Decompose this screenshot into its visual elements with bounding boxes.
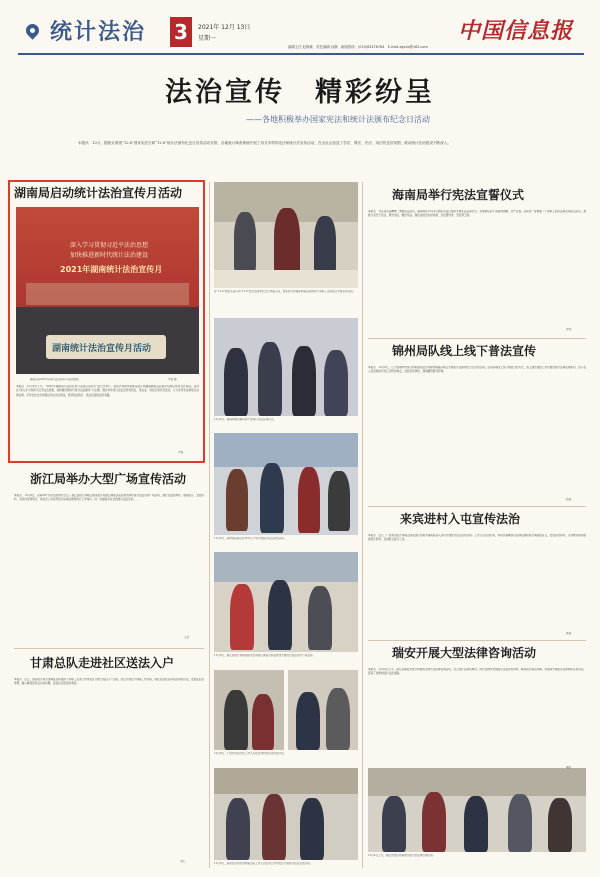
masthead-rule (18, 53, 584, 55)
article-hunan-title: 湖南局启动统计法治宣传月活动 (14, 186, 183, 200)
article-zhejiang-byline: 王浩 (184, 636, 190, 639)
article-hunan-body: 本报讯 12月6日下午，“2021年湖南统计法治宣传月活动启动仪式”在长沙举行，省统计局领导和国家统计局湖南调查总队领导出席启动仪式并讲话。活动以“深入学习贯彻习近平法治思想，加快推进新时代统计法治建设”为主题，通过举办统计法治宣传进机关、进企业、进社区等系列活动，大力宣传宪法和统计法律法规，引导全社会自觉尊法学法守法用法，营造依法统计、依法治统的良好氛围。 (16, 385, 199, 397)
article-hainan-body: 本报讯 为弘扬宪法精神，增强宪法意识，海南局在12月4日国家宪法日组织开展宪法宣誓仪式。全体新任职干部面向国旗，庄严宣誓。活动进一步增强了干部职工的宪法观念和法治意识，激励大家忠于宪法、遵守宪法、维护宪法，做宪法的忠实崇尚者、自觉遵守者、坚定捍卫者。 (368, 210, 586, 218)
article-jinzhou-body: 本报讯 12月8日，辽宁省锦州市统计局和国家统计局锦州调查队联合开展统计法颁布纪念日宣传活动。活动采取线上线下相结合的方式，线上通过微信公众号推送统计法律法规知识，线下在人员密集场所设立宣传咨询点，发放宣传资料，现场解答群众咨询。 (368, 366, 586, 374)
caption-hubei: 在“12·4”国家宪法日和“12·8”统计法颁布纪念日来临之际，国家统计局湖北调查总队组织干部职工走进社区开展宣传活动。 (214, 290, 356, 293)
intro-paragraph: 本报讯 12月，据统计系统“12·4”国家宪法日和“12·8”统计法颁布纪念日宣传活动安排，各地统计调查系统开展了形式多样的宪法和统计法宣传活动，在全社会营造了学法、尊法、守法、用法的良好氛围，推动统计法治建设不断深入。 (78, 141, 451, 145)
photo-hubei-community (214, 182, 358, 288)
staff-line: 编辑主任 赵海斌 责任编辑 孙静 新闻热线：(010)63376784 E-mail:zgxxb@163.com (288, 45, 428, 49)
caption-zhejiang: 12月8日，浙江省统计局和国家统计局浙江调查总队在杭州开展统计法治宣传广场活动。 (214, 654, 315, 657)
article-hunan-photo (16, 207, 199, 374)
article-laibin-byline: 黄丽 (566, 632, 572, 635)
article-laibin-title: 来宾进村入屯宣传法治 (400, 512, 521, 526)
banner-line-2: 加快推进新时代统计法治建设 (70, 252, 149, 259)
article-zhejiang-title: 浙江局举办大型广场宣传活动 (30, 472, 187, 486)
article-hainan-byline: 符明 (566, 328, 572, 331)
section-divider (368, 338, 586, 339)
banner-line-3: 2021年湖南统计法治宣传月 (60, 265, 163, 274)
article-ruian-body: 本报讯 12月4日上午，浙江省瑞安市统计局参加当地大型法律咨询活动，设立统计法律咨询台，向过往群众发放统计法治宣传资料，解答统计相关问题，并现场开展统计法律知识有奖问答，营造了浓厚的统计法治氛围。 (368, 668, 586, 676)
issue-date: 2021年 12月 13日 (198, 24, 251, 31)
section-divider (14, 648, 204, 649)
photo-ruian (368, 768, 586, 852)
article-gansu-body: 本报讯 近日，国家统计局甘肃调查总队组织干部职工走进兰州市社区开展“送法入户”活动，结合开展住户调查工作实际，向社区居民宣讲宪法和统计法，发放法治宣传册，耐心解答居民关心的问题，受到社区居民的欢迎。 (14, 678, 204, 686)
caption-jinzhou: 12月8日，锦州局队联合在市中心广场开展统计法治宣传活动。 (214, 537, 287, 540)
photo-gansu-community (214, 768, 358, 860)
brand-logo: 中国信息报 (458, 18, 574, 44)
banner-line-1: 深入学习贯彻习近平法治思想 (70, 242, 149, 249)
banner-bottom-text: 湖南统计法治宣传月活动 (52, 344, 152, 354)
issue-weekday: 星期一 (198, 35, 217, 42)
page-number: 3 (174, 20, 188, 44)
article-hunan-photo-credit: 罗蕾 摄 (168, 378, 177, 381)
caption-ruian: 12月4日上午，瑞安市统计局参加当地大型法律咨询活动。 (368, 854, 436, 857)
photo-jinzhou (214, 433, 358, 535)
masthead (0, 0, 600, 62)
article-gansu-byline: 刘玉 (180, 860, 186, 863)
main-headline: 法治宣传 精彩纷呈 (165, 77, 435, 108)
photo-hainan-oath (214, 318, 358, 416)
article-jinzhou-title: 锦州局队线上线下普法宣传 (392, 344, 537, 358)
article-hunan-caption: 湖南启动2021年统计法治宣传月活动现场。 (30, 378, 81, 381)
caption-laibin: 12月8日，广西来宾统计局工作人员在农村向村民宣传统计法。 (214, 752, 287, 755)
column-divider (209, 182, 210, 868)
photo-zhejiang-square (214, 552, 358, 652)
article-ruian-title: 瑞安开展大型法律咨询活动 (392, 646, 537, 660)
article-laibin-body: 本报讯 近日，广西来宾统计局联合国家统计局来宾调查队深入乡村开展统计法治宣传活动。工作人员走进村屯，向村民讲解统计法律法规和统计调查的意义，发放宣传资料，引导群众如实提供统计资料，支持配合统计工作。 (368, 534, 586, 542)
caption-hainan: 12月4日，海南局组织新任职干部进行宪法宣誓仪式。 (214, 418, 277, 421)
article-ruian-byline: 瑞统 (566, 766, 572, 769)
caption-gansu: 12月6日，国家统计局甘肃调查总队工作人员走进兰州市社区开展统计法治宣传活动。 (214, 862, 313, 865)
article-jinzhou-byline: 赵丽 (566, 498, 572, 501)
photo-laibin (214, 670, 284, 750)
article-hunan-byline: 罗蕾 (178, 451, 184, 454)
section-title: 统计法治 (50, 20, 147, 45)
photo-gansu (288, 670, 358, 750)
column-divider (362, 182, 363, 868)
page-number-badge (170, 17, 192, 47)
article-zhejiang-body: 本报讯 12月8日，是第38个统计法颁布纪念日。浙江省统计局联合国家统计局浙江调查总队在杭州举办统计法治宣传广场活动，通过设置咨询台、展板展示、发放资料、有奖问答等形式，向社会公众宣传统计法律法规和统计工作知识，进一步提高全社会的统计法治意识。 (14, 494, 204, 502)
section-divider (368, 640, 586, 641)
main-subheadline: ——各地积极举办国家宪法和统计法颁布纪念日活动 (246, 115, 430, 124)
section-divider (368, 506, 586, 507)
article-gansu-title: 甘肃总队走进社区送法入户 (30, 656, 175, 670)
article-hainan-title: 海南局举行宪法宣誓仪式 (392, 188, 525, 202)
